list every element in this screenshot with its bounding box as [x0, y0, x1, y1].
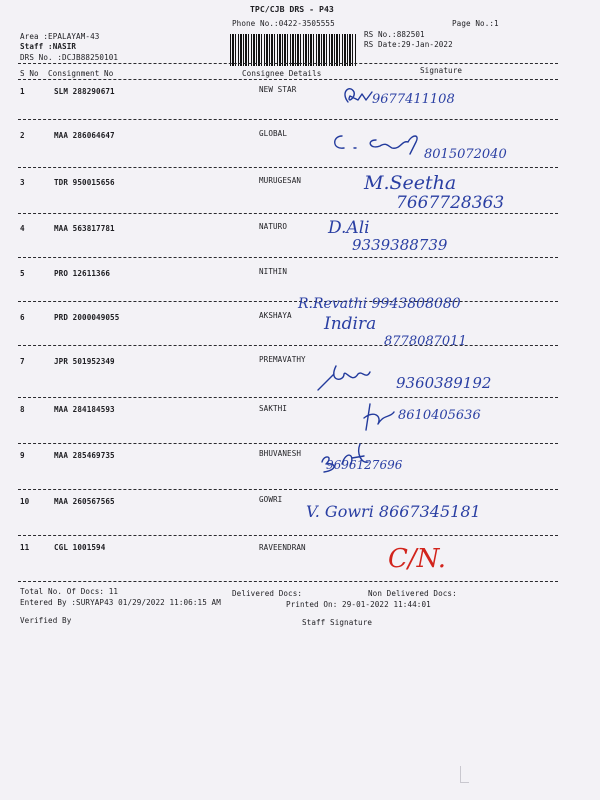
- row-consignee: MURUGESAN: [259, 176, 302, 185]
- row-sno: 2: [20, 131, 25, 140]
- divider: [18, 397, 558, 398]
- column-header-consignee: Consignee Details: [242, 69, 322, 78]
- signature-phone: 9696127696: [326, 458, 403, 472]
- row-consignment: JPR 501952349: [54, 357, 115, 366]
- row-consignee: NEW STAR: [259, 85, 297, 94]
- column-header-signature: Signature: [420, 66, 463, 75]
- divider: [18, 443, 558, 444]
- row-sno: 1: [20, 87, 25, 96]
- verified-by: Verified By: [20, 616, 72, 625]
- row-consignment: PRD 2000049055: [54, 313, 120, 322]
- entered-by: Entered By :SURYAP43 01/29/2022 11:06:15 AM: [20, 598, 221, 607]
- area-label: Area :EPALAYAM-43: [20, 32, 100, 41]
- signature-phone: 9360389192: [396, 374, 492, 392]
- column-header-sno: S No: [20, 69, 39, 78]
- row-consignee: SAKTHI: [259, 404, 288, 413]
- row-consignment: MAA 260567565: [54, 497, 115, 506]
- barcode-image: [230, 34, 356, 66]
- row-sno: 9: [20, 451, 25, 460]
- printed-on: Printed On: 29-01-2022 11:44:01: [286, 600, 431, 609]
- column-header-consignment: Consignment No: [48, 69, 114, 78]
- signature-mark: C/N.: [388, 544, 447, 574]
- handwritten-signature-icon: [314, 360, 374, 394]
- row-sno: 5: [20, 269, 25, 278]
- row-sno: 8: [20, 405, 25, 414]
- row-sno: 3: [20, 178, 25, 187]
- divider: [18, 213, 558, 214]
- total-docs: Total No. Of Docs: 11: [20, 587, 119, 596]
- divider: [18, 535, 558, 536]
- divider: [18, 79, 558, 80]
- row-consignee: AKSHAYA: [259, 311, 292, 320]
- row-consignment: MAA 285469735: [54, 451, 115, 460]
- divider: [18, 345, 558, 346]
- row-consignee: NITHIN: [259, 267, 288, 276]
- non-delivered-docs: Non Delivered Docs:: [368, 589, 457, 598]
- rs-number: RS No.:882501: [364, 30, 425, 39]
- rs-date: RS Date:29-Jan-2022: [364, 40, 453, 49]
- staff-signature: Staff Signature: [302, 618, 373, 627]
- signature-phone: 8015072040: [424, 147, 507, 162]
- scan-artifact: [460, 766, 469, 783]
- row-sno: 7: [20, 357, 25, 366]
- signature-name: R.Revathi 9943808080: [298, 296, 461, 312]
- row-consignment: CGL 1001594: [54, 543, 106, 552]
- divider: [18, 119, 558, 120]
- divider: [18, 301, 558, 302]
- document-title: TPC/CJB DRS - P43: [250, 4, 334, 14]
- row-consignment: MAA 286064647: [54, 131, 115, 140]
- divider: [18, 167, 558, 168]
- signature-phone: 7667728363: [396, 193, 505, 213]
- row-consignee: GOWRI: [259, 495, 283, 504]
- row-sno: 10: [20, 497, 30, 506]
- row-consignment: TDR 950015656: [54, 178, 115, 187]
- divider: [18, 257, 558, 258]
- signature-text: Indira: [324, 314, 377, 334]
- divider: [18, 581, 558, 582]
- row-consignment: MAA 284184593: [54, 405, 115, 414]
- signature-phone: 9339388739: [352, 236, 448, 254]
- signature-phone: 9677411108: [372, 92, 455, 107]
- handwritten-signature-icon: [360, 400, 400, 434]
- row-sno: 4: [20, 224, 25, 233]
- signature-name: D.Ali: [328, 218, 370, 238]
- divider: [18, 63, 558, 64]
- row-sno: 11: [20, 543, 30, 552]
- row-consignee: GLOBAL: [259, 129, 288, 138]
- signature-name: V. Gowri 8667345181: [306, 502, 481, 521]
- row-consignee: RAVEENDRAN: [259, 543, 306, 552]
- phone-number: Phone No.:0422-3505555: [232, 19, 335, 28]
- staff-label: Staff :NASIR: [20, 42, 77, 51]
- row-consignee: BHUVANESH: [259, 449, 302, 458]
- signature-name: M.Seetha: [364, 172, 457, 194]
- row-sno: 6: [20, 313, 25, 322]
- drs-number: DRS No. :DCJB88250101: [20, 53, 119, 62]
- divider: [18, 489, 558, 490]
- row-consignment: PRO 12611366: [54, 269, 111, 278]
- signature-phone: 8778087011: [384, 334, 467, 349]
- page-number: Page No.:1: [452, 19, 499, 28]
- delivered-docs: Delivered Docs:: [232, 589, 303, 598]
- row-consignee: PREMAVATHY: [259, 355, 306, 364]
- row-consignee: NATURO: [259, 222, 288, 231]
- signature-phone: 8610405636: [398, 408, 481, 423]
- row-consignment: MAA 563817781: [54, 224, 115, 233]
- row-consignment: SLM 288290671: [54, 87, 115, 96]
